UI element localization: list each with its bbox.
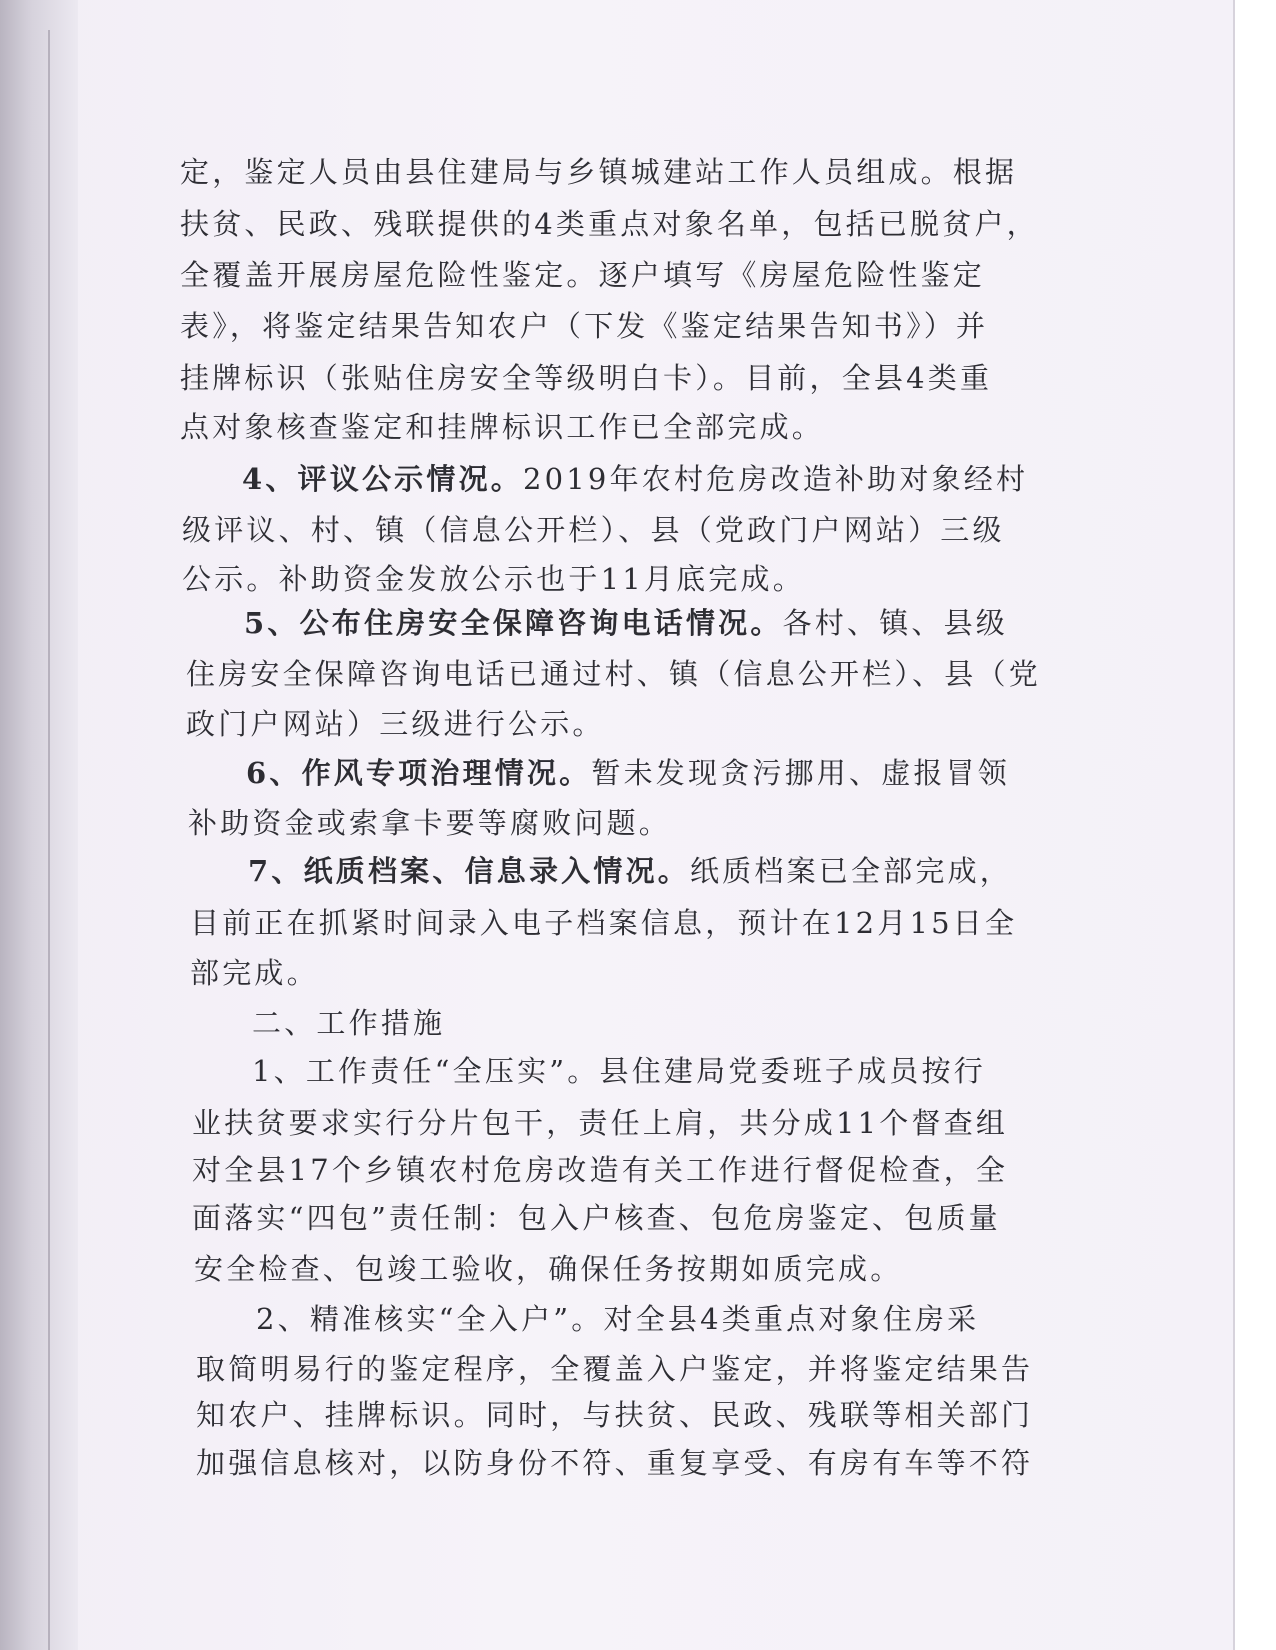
- text-line: 业扶贫要求实行分片包干，责任上肩，共分成11个督查组: [192, 1106, 1009, 1140]
- section-heading-7: 7、纸质档案、信息录入情况。纸质档案已全部完成，: [248, 854, 1012, 888]
- text-line: 安全检查、包竣工验收，确保任务按期如质完成。: [194, 1252, 903, 1286]
- text-line: 点对象核查鉴定和挂牌标识工作已全部完成。: [180, 410, 825, 444]
- text-line: 知农户、挂牌标识。同时，与扶贫、民政、残联等相关部门: [196, 1398, 1034, 1432]
- text-line: 挂牌标识（张贴住房安全等级明白卡）。目前，全县4类重: [180, 361, 993, 395]
- measure-heading-1: 1、工作责任“全压实”。县住建局党委班子成员按行: [252, 1054, 986, 1088]
- text-line: 住房安全保障咨询电话已通过村、镇（信息公开栏）、县（党: [186, 657, 1041, 691]
- measure-heading-2: 2、精准核实“全入户”。对全县4类重点对象住房采: [256, 1302, 980, 1336]
- text-line: 取简明易行的鉴定程序，全覆盖入户鉴定，并将鉴定结果告: [196, 1352, 1034, 1386]
- text-line: 扶贫、民政、残联提供的4类重点对象名单，包括已脱贫户，: [180, 207, 1039, 241]
- text-line: 部完成。: [190, 956, 319, 990]
- text-line: 目前正在抓紧时间录入电子档案信息，预计在12月15日全: [190, 906, 1018, 940]
- chapter-heading-2: 二、工作措施: [252, 1006, 446, 1040]
- text-line: 面落实“四包”责任制：包入户核查、包危房鉴定、包质量: [192, 1201, 1001, 1235]
- section-heading-6: 6、作风专项治理情况。暂未发现贪污挪用、虚报冒领: [246, 756, 1010, 790]
- text-line: 公示。补助资金发放公示也于11月底完成。: [182, 562, 805, 596]
- text-line: 全覆盖开展房屋危险性鉴定。逐户填写《房屋危险性鉴定: [180, 258, 986, 292]
- text-line: 加强信息核对，以防身份不符、重复享受、有房有车等不符: [196, 1446, 1034, 1480]
- section-heading-4: 4、评议公示情况。2019年农村危房改造补助对象经村: [242, 462, 1029, 496]
- text-line: 表》，将鉴定结果告知农户（下发《鉴定结果告知书》）并: [180, 309, 989, 343]
- section-heading-5: 5、公布住房安全保障咨询电话情况。各村、镇、县级: [244, 606, 1008, 640]
- text-line: 对全县17个乡镇农村危房改造有关工作进行督促检查，全: [192, 1153, 1009, 1187]
- text-line: 定，鉴定人员由县住建局与乡镇城建站工作人员组成。根据: [180, 155, 1018, 189]
- text-line: 政门户网站）三级进行公示。: [186, 707, 605, 741]
- text-line: 补助资金或索拿卡要等腐败问题。: [188, 806, 672, 840]
- text-line: 级评议、村、镇（信息公开栏）、县（党政门户网站）三级: [182, 513, 1005, 547]
